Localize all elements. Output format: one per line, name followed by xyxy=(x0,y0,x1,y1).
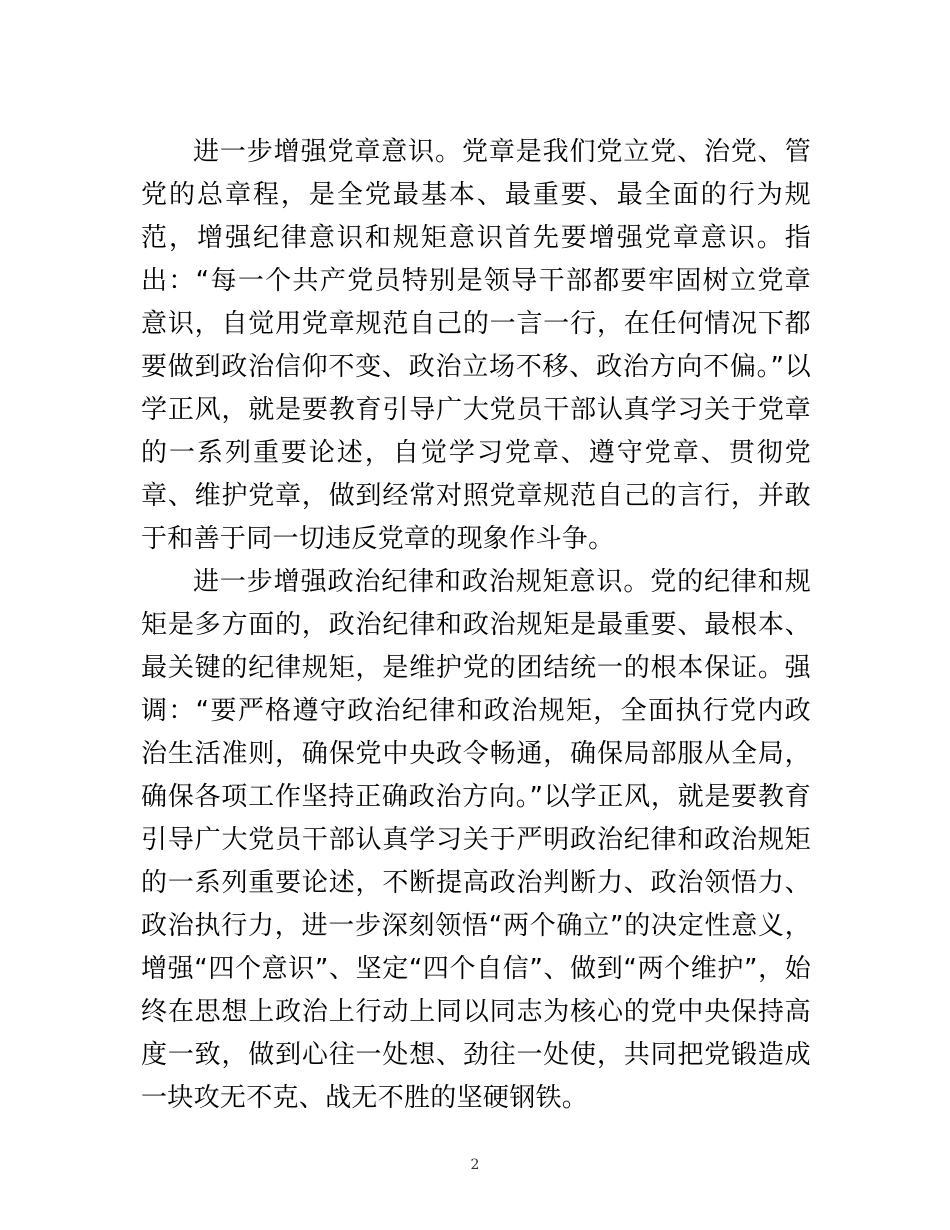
document-body xyxy=(141,131,811,1120)
page-number: 2 xyxy=(470,1157,480,1173)
paragraph: 进一步增强党章意识。党章是我们党立党、治党、管党的总章程，是全党最基本、最重要、最全面的行为规范，增强纪律意识和规矩意识首先要增强党章意识。指出：“每一个共产党员特别是领导干部都要牢固树立党章意识，自觉用党章规范自己的一言一行，在任何情况下都要做到政治信仰不变、政治立场不移、政治方向不偏。”以学正风，就是要教育引导广大党员干部认真学习关于党章的一系列重要论述，自觉学习党章、遵守党章、贯彻党章、维护党章，做到经常对照党章规范自己的言行，并敢于和善于同一切违反党章的现象作斗争。 xyxy=(141,137,811,554)
paragraph: 进一步增强政治纪律和政治规矩意识。党的纪律和规矩是多方面的，政治纪律和政治规矩是最重要、最根本、最关键的纪律规矩，是维护党的团结统一的根本保证。强调：“要严格遵守政治纪律和政治规矩，全面执行党内政治生活准则，确保党中央政令畅通，确保局部服从全局，确保各项工作坚持正确政治方向。”以学正风，就是要教育引导广大党员干部认真学习关于严明政治纪律和政治规矩的一系列重要论述，不断提高政治判断力、政治领悟力、政治执行力，进一步深刻领悟“两个确立”的决定性意义，增强“四个意识”、坚定“四个自信”、做到“两个维护”，始终在思想上政治上行动上同以同志为核心的党中央保持高度一致，做到心往一处想、劲往一处使，共同把党锻造成一块攻无不克、战无不胜的坚硬钢铁。 xyxy=(141,567,811,1113)
